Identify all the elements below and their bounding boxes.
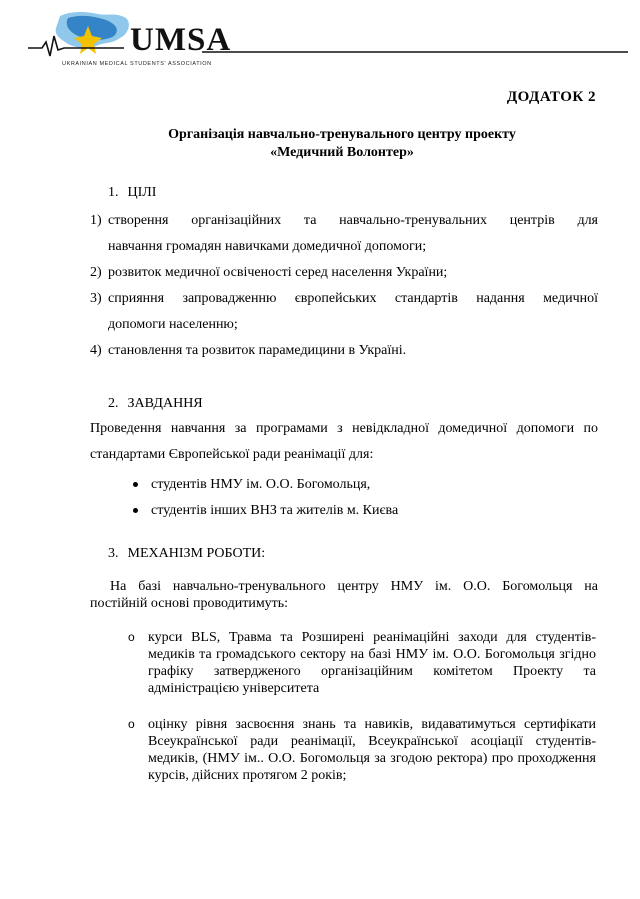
annex-label: ДОДАТОК 2 xyxy=(506,89,596,105)
section-title: МЕХАНІЗМ РОБОТИ: xyxy=(127,546,266,561)
section-2-heading xyxy=(108,395,203,413)
section-3-heading xyxy=(108,545,265,563)
item-text: становлення та розвиток парамедицини в Україні. xyxy=(108,343,407,358)
section-3-intro-line-1: На базі навчально-тренувального центру НМУ ім. О.О. Богомольця на xyxy=(110,579,598,594)
item-text: сприяння запровадженню європейських стандартів надання медичної xyxy=(108,291,598,306)
bullet-text: студентів НМУ ім. О.О. Богомольця, xyxy=(151,477,371,492)
section-number: 2. xyxy=(108,396,119,411)
logo-subtitle: UKRAINIAN MEDICAL STUDENTS' ASSOCIATION xyxy=(62,61,212,67)
bullet-dot-icon xyxy=(133,482,138,487)
section-title: ЦІЛІ xyxy=(127,185,157,200)
circle-bullet-icon: o xyxy=(128,630,135,644)
section-1-heading xyxy=(108,184,156,202)
list-item xyxy=(90,260,598,286)
bullet-text: студентів інших ВНЗ та жителів м. Києва xyxy=(151,503,399,518)
section-2-intro-line-2: стандартами Європейської ради реанімації для: xyxy=(90,447,374,462)
bullet-dot-icon xyxy=(133,508,138,513)
list-item xyxy=(90,338,598,364)
item-number: 4) xyxy=(90,343,102,358)
logo-text: UMSA xyxy=(130,22,232,58)
item-number: 1) xyxy=(90,213,102,228)
umsa-logo xyxy=(28,6,628,72)
item-text: допомоги населенню; xyxy=(108,317,238,332)
title-line-1: Організація навчально-тренувального центру проекту xyxy=(168,127,516,142)
item-text: створення організаційних та навчально-тренувальних центрів для xyxy=(108,213,598,228)
list-item xyxy=(90,208,598,260)
section-number: 1. xyxy=(108,185,119,200)
section-3-intro-line-2: постійній основі проводитимуть: xyxy=(90,596,289,611)
section-2-intro-line-1: Проведення навчання за програмами з невідкладної домедичної допомоги по xyxy=(90,421,598,436)
item-number: 2) xyxy=(90,265,102,280)
circle-bullet-icon: o xyxy=(128,717,135,731)
item-text: розвиток медичної освіченості серед населення України; xyxy=(108,265,448,280)
item-number: 3) xyxy=(90,291,102,306)
section-title: ЗАВДАННЯ xyxy=(127,396,203,411)
circle-bullet-item xyxy=(128,629,598,701)
bullet-text: курси BLS, Травма та Розширені реанімаційні заходи для студентів-медиків та громадського сектору на базі НМУ ім. О.О. Богомольця згідно графіку затвердженого організаційним комітетом Проекту та адміністрацією університета xyxy=(148,630,596,696)
bullet-text: оцінку рівня засвоєння знань та навиків, видаватимуться сертифікати Всеукраїнської ради реанімації, Всеукраїнської асоціації студентів-медиків, (НМУ ім.. О.О. Богомольця за згодою ректора) про проходження курсів, дійсних протягом 2 років; xyxy=(148,717,596,783)
list-item xyxy=(90,286,598,338)
title-line-2: «Медичний Волонтер» xyxy=(270,145,414,160)
item-text: навчання громадян навичками домедичної допомоги; xyxy=(108,239,427,254)
circle-bullet-item xyxy=(128,716,598,792)
section-number: 3. xyxy=(108,546,119,561)
